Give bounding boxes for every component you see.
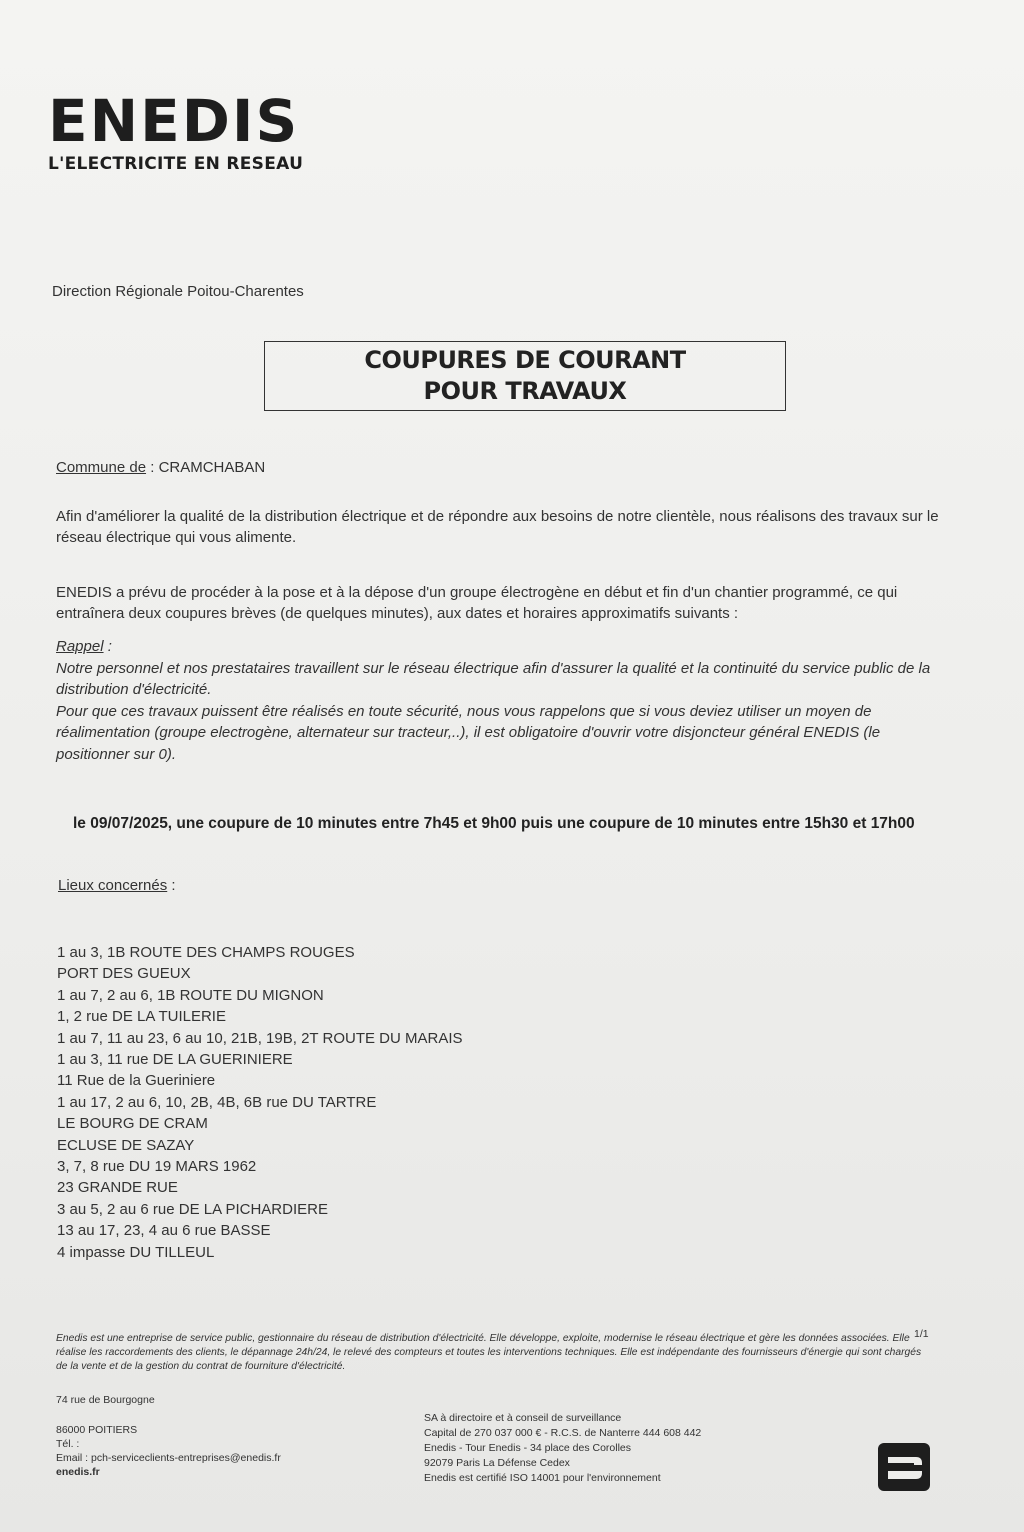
commune-separator: : <box>146 459 159 476</box>
logo-wordmark: ENEDIS <box>48 87 300 155</box>
address-city: 86000 POITIERS <box>56 1424 138 1436</box>
list-item: PORT DES GUEUX <box>57 965 191 983</box>
enedis-emblem-icon <box>878 1443 930 1496</box>
legal-line: Capital de 270 037 000 € - R.C.S. de Nanterre 444 608 442 <box>424 1427 702 1439</box>
rappel-suffix: : <box>103 638 112 655</box>
schedule-line: le 09/07/2025, une coupure de 10 minutes entre 7h45 et 9h00 puis une coupure de 10 minutes entre 15h30 et 17h00 <box>73 815 915 832</box>
intro-paragraph: Afin d'améliorer la qualité de la distribution électrique et de répondre aux besoins de notre clientèle, nous réalisons des travaux sur le réseau électrique qui vous alimente. <box>56 508 939 546</box>
rappel-label: Rappel <box>56 638 104 655</box>
page-number: 1/1 <box>914 1328 929 1340</box>
rappel-heading <box>56 636 956 658</box>
list-item: LE BOURG DE CRAM <box>57 1115 208 1133</box>
title-line-1: COUPURES DE COURANT <box>364 345 686 374</box>
list-item: 1 au 7, 2 au 6, 1B ROUTE DU MIGNON <box>57 986 324 1004</box>
lieux-heading <box>58 877 176 894</box>
legal-block <box>424 1411 701 1486</box>
rappel-text-1: Notre personnel et nos prestataires travaillent sur le réseau électrique afin d'assurer la qualité et la continuité du service public de la distribution d'électricité. <box>56 659 931 698</box>
legal-line: 92079 Paris La Défense Cedex <box>424 1457 570 1469</box>
commune-value: CRAMCHABAN <box>158 459 266 476</box>
email-line: Email : pch-serviceclients-entreprises@enedis.fr <box>56 1452 281 1464</box>
lieux-suffix: : <box>167 877 176 894</box>
website-link: enedis.fr <box>56 1466 100 1478</box>
list-item: 1 au 7, 11 au 23, 6 au 10, 21B, 19B, 2T ROUTE DU MARAIS <box>57 1029 463 1047</box>
list-item: 1 au 3, 1B ROUTE DES CHAMPS ROUGES <box>57 944 355 961</box>
list-item: 13 au 17, 23, 4 au 6 rue BASSE <box>57 1222 271 1240</box>
lieux-list <box>57 942 463 1263</box>
generator-paragraph: ENEDIS a prévu de procéder à la pose et à la dépose d'un groupe électrogène en début et fin d'un chantier programmé, ce qui entraînera deux coupures brèves (de quelques minutes), aux dates et horaires approximatifs suivants : <box>56 584 898 622</box>
commune-label: Commune de <box>56 459 147 476</box>
legal-line: Enedis est certifié ISO 14001 pour l'environnement <box>424 1472 661 1484</box>
rappel-text-2: Pour que ces travaux puissent être réalisés en toute sécurité, nous vous rappelons que si vous deviez utiliser un moyen de réalimentation (groupe electrogène, alternateur sur tracteur,..), il est obligatoire d'ouvrir votre disjoncteur général ENEDIS (le positionner sur 0). <box>56 702 881 763</box>
address-street: 74 rue de Bourgogne <box>56 1394 155 1406</box>
regional-direction: Direction Régionale Poitou-Charentes <box>52 283 304 300</box>
list-item: 3 au 5, 2 au 6 rue DE LA PICHARDIERE <box>57 1200 328 1218</box>
list-item: 23 GRANDE RUE <box>57 1179 178 1197</box>
rappel-block <box>56 636 956 765</box>
enedis-logo <box>48 87 304 174</box>
legal-line: SA à directoire et à conseil de surveillance <box>424 1412 622 1424</box>
list-item: 1, 2 rue DE LA TUILERIE <box>57 1008 226 1026</box>
list-item: 3, 7, 8 rue DU 19 MARS 1962 <box>57 1158 257 1176</box>
company-description: Enedis est une entreprise de service public, gestionnaire du réseau de distribution d'électricité. Elle développe, exploite, modernise le réseau électrique et gère les données associées. Elle réalise les raccordements des clients, le dépannage 24h/24, le relevé des compteurs et toutes les interventions techniques. Elle est indépendante des fournisseurs d'énergie qui sont chargés de la vente et de la gestion du contrat de fourniture d'électricité. <box>56 1333 922 1372</box>
phone-label: Tél. : <box>56 1438 80 1450</box>
legal-line: Enedis - Tour Enedis - 34 place des Corolles <box>424 1442 632 1454</box>
notice-title-box <box>264 341 786 411</box>
list-item: ECLUSE DE SAZAY <box>57 1136 195 1154</box>
commune-line <box>56 459 265 476</box>
logo-tagline: L'ELECTRICITE EN RESEAU <box>48 154 304 174</box>
list-item: 1 au 3, 11 rue DE LA GUERINIERE <box>57 1051 293 1069</box>
list-item: 1 au 17, 2 au 6, 10, 2B, 4B, 6B rue DU TARTRE <box>57 1093 377 1111</box>
list-item: 4 impasse DU TILLEUL <box>57 1243 215 1261</box>
title-line-2: POUR TRAVAUX <box>423 377 627 405</box>
lieux-label: Lieux concernés <box>58 877 168 894</box>
contact-block <box>56 1423 281 1479</box>
list-item: 11 Rue de la Gueriniere <box>57 1072 216 1090</box>
